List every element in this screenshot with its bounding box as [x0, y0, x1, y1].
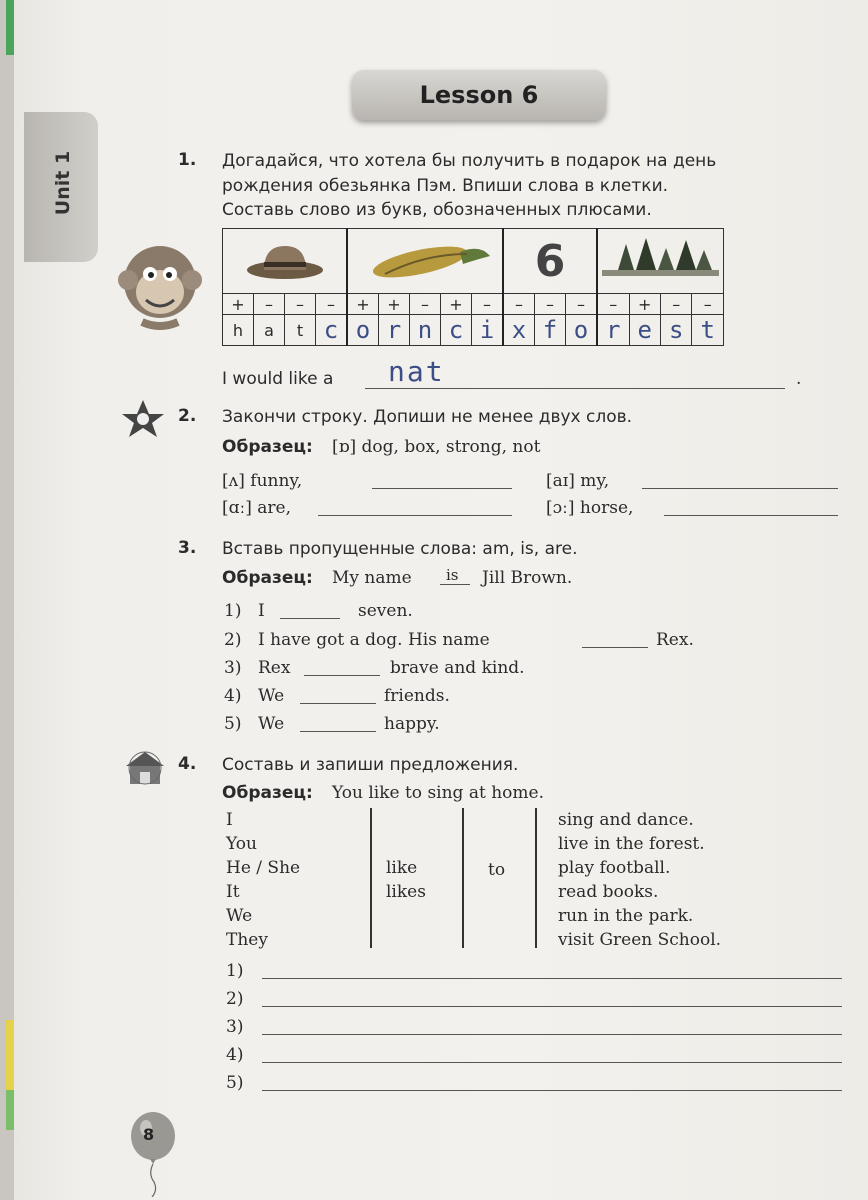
ex3-item-line[interactable] [280, 618, 340, 619]
letter-cell[interactable]: t [692, 315, 724, 346]
ex3-item-number: 1) [224, 601, 242, 621]
ex2-number: 2. [178, 406, 197, 426]
ex4-column-divider [535, 808, 537, 948]
ex3-item-line[interactable] [300, 731, 376, 732]
ex1-answer-line[interactable] [365, 388, 785, 389]
letter-cell[interactable]: c [316, 315, 348, 346]
unit-tab [24, 112, 98, 262]
ex3-number: 3. [178, 538, 197, 558]
ex3-item-after: brave and kind. [390, 658, 525, 678]
ex3-item-number: 3) [224, 658, 242, 678]
letter-cell[interactable]: r [597, 315, 629, 346]
ex1-instruction-line-3: Составь слово из букв, обозначенных плюсами. [222, 200, 652, 220]
ex3-example-after: Jill Brown. [482, 568, 573, 588]
sign-cell: – [597, 294, 629, 315]
ex4-number: 4. [178, 754, 197, 774]
page-edge-yellow [6, 1020, 14, 1090]
sign-cell: + [629, 294, 660, 315]
ex4-instruction: Составь и запиши предложения. [222, 755, 519, 775]
ex4-verb: like [386, 858, 418, 878]
ex4-answer-number: 3) [226, 1017, 244, 1037]
ex2-row1-right: [aɪ] my, [546, 471, 610, 491]
sign-cell: + [223, 294, 254, 315]
sign-cell: – [566, 294, 598, 315]
ex3-item-before: We [258, 686, 285, 706]
letter-cell[interactable]: x [503, 315, 535, 346]
letter-cell[interactable]: t [285, 315, 316, 346]
sign-cell: – [410, 294, 441, 315]
ex4-subject: He / She [226, 858, 301, 878]
hat-cell [223, 229, 348, 294]
hat-icon [230, 234, 340, 284]
ex4-example-label: Образец: [222, 783, 313, 803]
ex1-answer-handwritten[interactable]: nat [388, 355, 445, 388]
letter-cell[interactable]: s [660, 315, 691, 346]
ex4-activity: play football. [558, 858, 671, 878]
ex4-answer-number: 2) [226, 989, 244, 1009]
ex2-row2-right-line[interactable] [664, 515, 838, 516]
letter-cell[interactable]: e [629, 315, 660, 346]
sign-cell: – [285, 294, 316, 315]
ex4-subject: You [226, 834, 257, 854]
ex3-item-after: seven. [358, 601, 413, 621]
forest-icon [598, 234, 723, 284]
ex4-answer-line[interactable] [262, 1062, 842, 1063]
ex3-item-after: friends. [384, 686, 450, 706]
ex4-subject: They [226, 930, 268, 950]
ex4-answer-line[interactable] [262, 978, 842, 979]
sign-cell: – [316, 294, 348, 315]
ex4-verb: likes [386, 882, 426, 902]
ex3-item-number: 2) [224, 630, 242, 650]
ex2-example-text: [ɒ] dog, box, strong, not [332, 437, 541, 457]
sign-cell: – [660, 294, 691, 315]
letter-cell[interactable]: o [566, 315, 598, 346]
ex4-particle: to [488, 860, 506, 880]
letter-cell[interactable]: r [379, 315, 410, 346]
ex4-subject: It [226, 882, 240, 902]
letter-cell[interactable]: i [472, 315, 504, 346]
ex4-answer-number: 5) [226, 1073, 244, 1093]
letter-cell[interactable]: o [347, 315, 379, 346]
page-number: 8 [143, 1125, 155, 1144]
ex4-subject: We [226, 906, 253, 926]
ex3-item-line[interactable] [582, 647, 648, 648]
ex1-instruction-line-1: Догадайся, что хотела бы получить в подарок на день [222, 151, 717, 171]
ex3-example-before: My name [332, 568, 412, 588]
ex4-activity: live in the forest. [558, 834, 705, 854]
ex3-item-before: I [258, 601, 265, 621]
ex3-item-after: happy. [384, 714, 440, 734]
six-cell [503, 229, 597, 294]
letter-cell[interactable]: h [223, 315, 254, 346]
sign-cell: – [535, 294, 566, 315]
sign-cell: + [379, 294, 410, 315]
sign-cell: – [472, 294, 504, 315]
letter-cell[interactable]: c [441, 315, 472, 346]
ex3-example-fill: is [446, 566, 459, 584]
ex4-answer-number: 4) [226, 1045, 244, 1065]
corn-cell [347, 229, 503, 294]
ex2-instruction: Закончи строку. Допиши не менее двух слов. [222, 407, 633, 427]
ex3-item-number: 5) [224, 714, 242, 734]
ex4-example-text: You like to sing at home. [332, 783, 544, 803]
ex3-item-after: Rex. [656, 630, 694, 650]
sign-cell: – [692, 294, 724, 315]
ex1-answer-suffix: . [796, 369, 802, 389]
ex4-activity: visit Green School. [558, 930, 722, 950]
sign-cell: – [254, 294, 285, 315]
forest-cell [597, 229, 724, 294]
house-icon [122, 748, 168, 788]
ex3-item-before: Rex [258, 658, 291, 678]
ex3-item-line[interactable] [304, 675, 380, 676]
sign-cell: + [441, 294, 472, 315]
six-label: 6 [534, 235, 566, 287]
ex4-answer-line[interactable] [262, 1006, 842, 1007]
unit-tab-label: Unit 1 [52, 150, 74, 216]
star-icon [120, 398, 166, 438]
monkey-pam-icon [118, 238, 202, 330]
ex4-column-divider [462, 808, 464, 948]
ex3-example-line [440, 584, 470, 585]
ex2-row1-right-line[interactable] [642, 488, 838, 489]
ex3-item-before: We [258, 714, 285, 734]
ex2-row1-left-line[interactable] [372, 488, 512, 489]
ex1-answer-prefix: I would like a [222, 369, 334, 389]
ex4-answer-line[interactable] [262, 1034, 842, 1035]
corn-icon [355, 234, 495, 284]
page-edge-green-lower [6, 1090, 14, 1130]
ex2-row2-left: [ɑː] are, [222, 498, 292, 518]
ex4-subject: I [226, 810, 233, 830]
ex1-number: 1. [178, 150, 197, 170]
ex3-instruction: Вставь пропущенные слова: am, is, are. [222, 539, 578, 559]
ex4-column-divider [370, 808, 372, 948]
ex2-row1-left: [ʌ] funny, [222, 471, 303, 491]
ex2-example-label: Образец: [222, 437, 313, 457]
ex4-activity: run in the park. [558, 906, 694, 926]
letter-cell[interactable]: f [535, 315, 566, 346]
letter-cell[interactable]: a [254, 315, 285, 346]
sign-cell: – [503, 294, 535, 315]
ex3-item-before: I have got a dog. His name [258, 630, 490, 650]
ex4-activity: sing and dance. [558, 810, 694, 830]
sign-cell: + [347, 294, 379, 315]
ex4-answer-number: 1) [226, 961, 244, 981]
ex4-activity: read books. [558, 882, 659, 902]
ex4-answer-line[interactable] [262, 1090, 842, 1091]
ex2-row2-right: [ɔː] horse, [546, 498, 634, 518]
ex2-row2-left-line[interactable] [318, 515, 512, 516]
ex3-example-label: Образец: [222, 568, 313, 588]
crossword-grid [222, 228, 724, 346]
ex3-item-line[interactable] [300, 703, 376, 704]
ex1-instruction-line-2: рождения обезьянка Пэм. Впиши слова в клетки. [222, 176, 669, 196]
ex3-item-number: 4) [224, 686, 242, 706]
lesson-title: Lesson 6 [352, 70, 606, 120]
letter-cell[interactable]: n [410, 315, 441, 346]
